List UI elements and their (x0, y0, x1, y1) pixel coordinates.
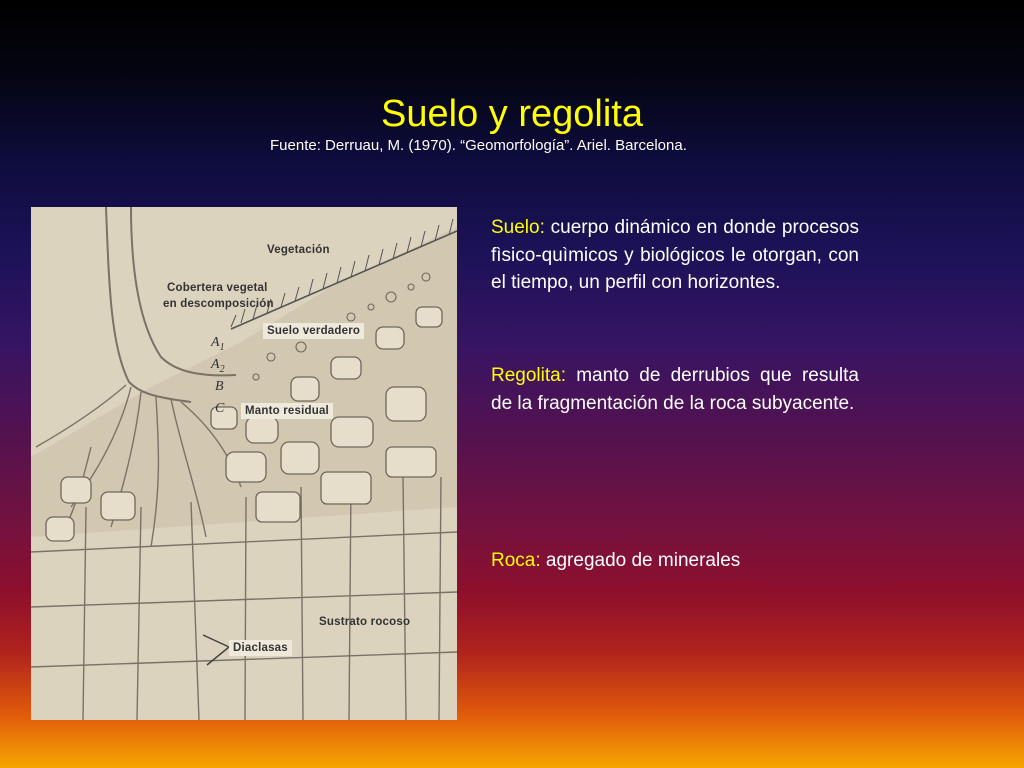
definition-regolita (491, 362, 859, 417)
horizon-c: C (215, 401, 225, 416)
text-suelo: cuerpo dinámico en donde procesos fìsico-quìmicos y biológicos le otorgan, con el tiempo, un perfil con horizontes. (491, 217, 859, 293)
definition-roca (491, 547, 859, 575)
soil-profile-figure (31, 207, 457, 720)
label-vegetacion: Vegetación (267, 244, 330, 256)
horizon-a2: $A_2$ (211, 357, 225, 375)
horizon-b: B (215, 379, 224, 394)
definition-suelo (491, 214, 859, 297)
slide-title: Suelo y regolita (381, 93, 643, 135)
term-suelo: Suelo: (491, 217, 545, 238)
text-regolita: manto de derrubios que resulta de la fragmentación de la roca subyacente. (491, 365, 859, 414)
text-roca: agregado de minerales (540, 550, 741, 571)
term-regolita: Regolita: (491, 365, 566, 386)
term-roca: Roca: (491, 550, 541, 571)
source-citation: Fuente: Derruau, M. (1970). “Geomorfología”. Ariel. Barcelona. (270, 137, 687, 154)
label-sustrato: Sustrato rocoso (319, 616, 411, 628)
label-cobertera-1: Cobertera vegetal (167, 282, 268, 294)
label-cobertera-2: en descomposición (163, 298, 274, 310)
label-suelo-verdadero: Suelo verdadero (263, 323, 364, 339)
label-diaclasas: Diaclasas (229, 640, 292, 656)
horizon-a1: $A_1$ (211, 335, 225, 353)
label-manto-residual: Manto residual (241, 403, 333, 419)
